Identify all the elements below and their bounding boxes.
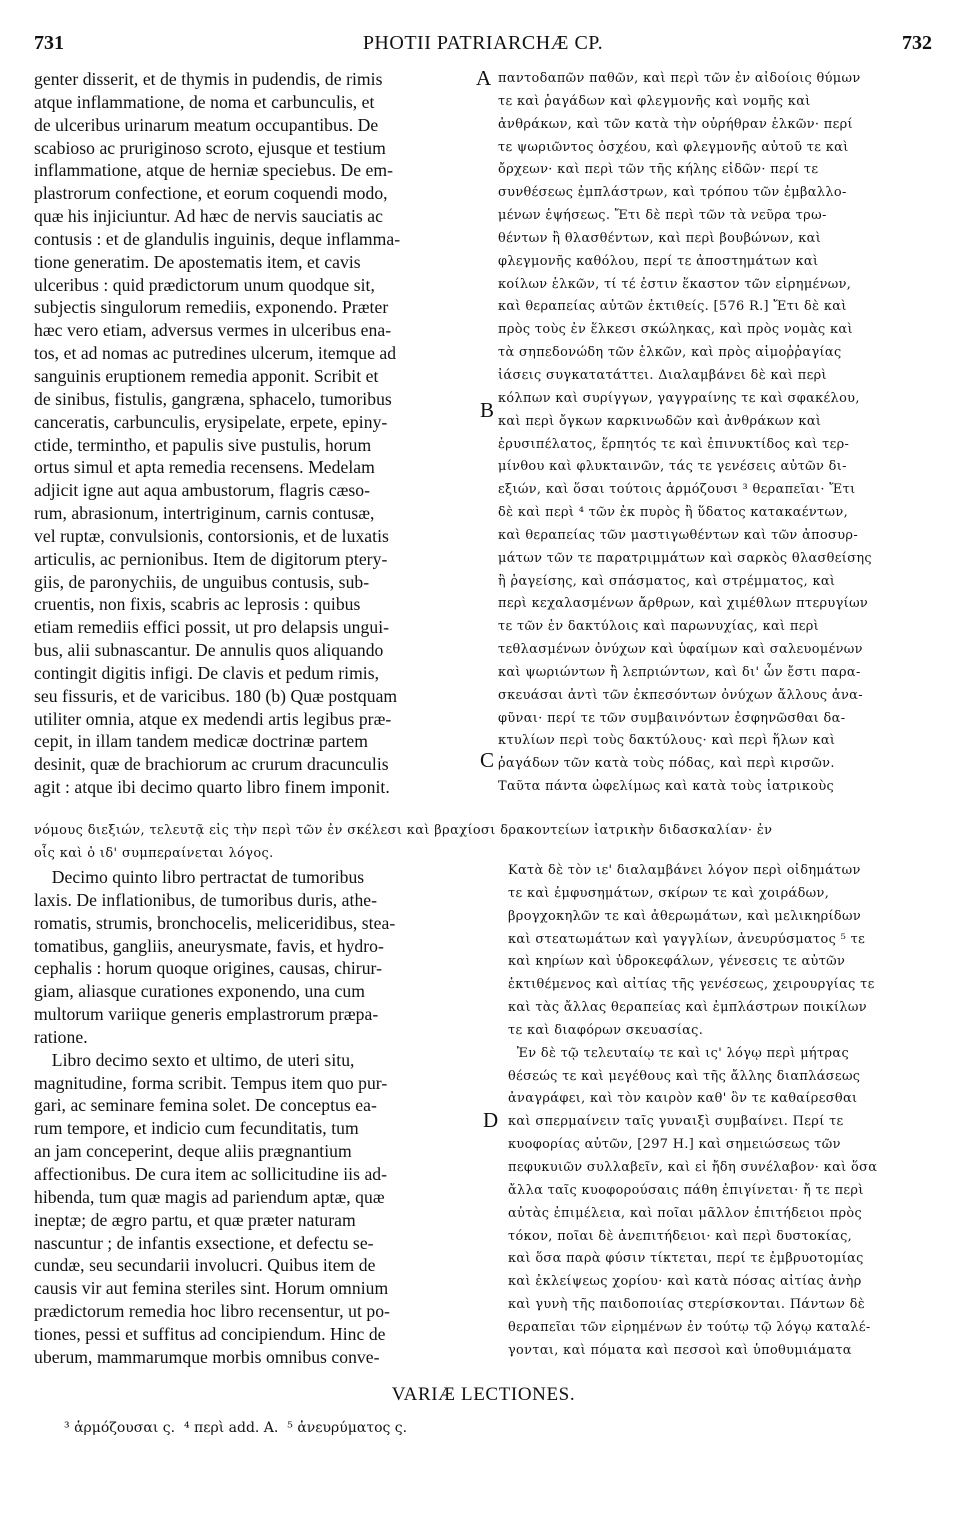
page-header xyxy=(34,32,932,56)
latin-column-lower: Decimo quinto libro pertractat de tumoribus laxis. De inflationibus, de tumoribus duris, athe- romatis, strumis, bronchocelis, meliceridibus, stea- tomatibus, gangliis, aneurysmate, favis, et hydro- cephalis : horum quoque origines, causas, chirur- giam, aliasque curationes exponendo, una cum multorum variique generis emplastrorum præpa- ratione. Libro decimo sexto et ultimo, de uteri situ, magnitudine, forma scribit. Tempus item quo pur- gari, ac seminare femina solet. De conceptus ea- rum tempore, et indicio cum fecunditatis, tum an jam conceperint, deque aliis prægnantium affectionibus. De cura item ac sollicitudine iis ad- hibenda, tum quæ magis ad pariendum aptæ, quæ ineptæ; de ægro partu, et quæ præter naturam nascuntur ; de infantis exsectione, et defectu se- cundæ, seu secundarii involucri. Quibus item de causis vir aut femina steriles sint. Horum omnium prædictorum remedia hoc libro recensentur, ut po- tiones, pessi et suffitus ad concipiendum. Hinc de uberum, mammarumque morbis omnibus conve- xyxy=(34,867,396,1367)
margin-marker-a: A xyxy=(476,66,492,90)
margin-marker-c: C xyxy=(480,748,495,772)
variae-lectiones-notes: ³ ἁρμόζουσαι ς. ⁴ περὶ add. A. ⁵ ἀνευρύματος ς. xyxy=(64,1420,408,1436)
latin-column-upper: genter disserit, et de thymis in pudendis, de rimis atque inflammatione, de noma et carbunculis, et de ulceribus urinarum meatum occupantibus. De scabioso ac pruriginoso scroto, ejusque et testium inflammatione, atque de herniæ speciebus. De em- plastrorum confectione, et eorum coquendi modo, quæ his injiciuntur. Ad hæc de nervis sauciatis ac contusis : et de glandulis inguinis, deque inflamma- tione generatim. De apostematis item, et cavis ulceribus : quid prædictorum unum quodque sit, subjectis singulorum remediis, exponendo. Præter hæc vero etiam, adversus vermes in ulceribus ena- tos, et ad nomas ac putredines ulcerum, itemque ad sanguinis eruptionem remedia apponit. Scribit et de sinibus, fistulis, gangræna, sphacelo, tumoribus canceratis, carbunculis, erysipelate, erpete, epiny- ctide, terminthо, et papulis sive pustulis, horum ortus simul et apta remedia recensens. Medelam adjicit igne aut aqua ambustorum, flagris cæso- rum, abrasionum, intertriginum, carnis contusæ, vel ruptæ, convulsionis, contorsionis, et de luxatis articulis, ac pernionibus. Item de digitorum ptery- giis, de paronychiis, de unguibus contusis, sub- cruentis, non fixis, scabris ac leprosis : quibus etiam remediis effici possit, ut pro delapsis ungui- bus, alii subnascantur. De annulis quos aliquando contingit digitis infigi. De clavis et pedum rimis, seu fissuris, et de varicibus. 180 (b) Quæ postquam utiliter omnia, atque ex medendi artis legibus præ- cepit, in illam tandem medicæ doctrinæ partem desinit, quæ de brachiorum ac crurum dracunculis agit : atque ibi decimo quarto libro finem imponit. xyxy=(34,69,401,798)
variae-lectiones-heading: VARIÆ LECTIONES. xyxy=(391,1384,576,1405)
page-number-left: 731 xyxy=(34,32,64,54)
page-number-right: 732 xyxy=(902,32,932,54)
margin-marker-b: B xyxy=(480,398,495,422)
greek-column-lower: Κατὰ δὲ τὸν ιε' διαλαμβάνει λόγον περὶ οἰδημάτων τε καὶ ἐμφυσημάτων, σκίρων τε καὶ χοιράδων, βρογχοκηλῶν τε καὶ ἀθερωμάτων, καὶ μελικηρίδων καὶ στεατωμάτων καὶ γαγγλίων, ἀνευρύσματος ⁵ τε καὶ κηρίων καὶ ὑδροκεφάλων, γένεσεις τε αὐτῶν ἐκτιθέμενος καὶ αἰτίας τῆς γενέσεως, χειρουργίας τε καὶ τὰς ἄλλας θεραπείας καὶ ἐμπλάστρων ποικίλων τε καὶ διαφόρων σκευασίας. Ἐν δὲ τῷ τελευταίῳ τε καὶ ις' λόγῳ περὶ μήτρας θέσεώς τε καὶ μεγέθους καὶ τῆς ἄλλης διαπλάσεως ἀναγράφει, καὶ τὸν καιρὸν καθ' ὃν τε καθαίρεσθαι καὶ σπερμαίνειν ταῖς γυναιξὶ συμβαίνει. Περί τε κυοφορίας αὐτῶν, [297 H.] καὶ σημειώσεως τῶν πεφυκυιῶν συλλαβεῖν, καὶ εἰ ἤδη συνέλαβον· καὶ ὅσα ἄλλα ταῖς κυοφορούσαις πάθη ἐπιγίνεται· ἤ τε περὶ αὐτὰς ἐπιμέλεια, καὶ ποῖαι μᾶλλον ἐπιτήδειοι πρὸς τόκον, ποῖαι δὲ ἀνεπιτήδειοι· καὶ περὶ δυστοκίας, καὶ ὅσα παρὰ φύσιν τίκτεται, περί τε ἐμβρυοτομίας καὶ ἐκλείψεως χορίου· καὶ κατὰ πόσας αἰτίας ἀνὴρ καὶ γυνὴ τῆς παιδοποιίας στερίσκονται. Πάντων δὲ θεραπεῖαι τῶν εἰρημένων ἐν τούτῳ τῷ λόγῳ καταλέ- γονται, καὶ πόματα καὶ πεσσοὶ καὶ ὑποθυμιάματα xyxy=(508,863,878,1358)
greek-full-width-lines: νόμους διεξιών, τελευτᾷ εἰς τὴν περὶ τῶν ἐν σκέλεσι καὶ βραχίοσι δρακοντείων ἰατρικὴν διδασκαλίαν· ἐν οἷς καὶ ὁ ιδ' συμπεραίνεται λόγος. xyxy=(34,823,773,861)
running-title: PHOTII PATRIARCHÆ CP. xyxy=(362,32,604,54)
margin-marker-d: D xyxy=(483,1108,499,1132)
greek-column-upper: παντοδαπῶν παθῶν, καὶ περὶ τῶν ἐν αἰδοίοις θύμων τε καὶ ῥαγάδων καὶ φλεγμονῆς καὶ νομῆς καὶ ἀνθράκων, καὶ τῶν κατὰ τὴν οὐρήθραν ἑλκῶν· περί τε ψωριῶντος ὀσχέου, καὶ φλεγμονῆς αὐτοῦ τε καὶ ὄρχεων· καὶ περὶ τῶν τῆς κήλης εἰδῶν· περί τε συνθέσεως ἐμπλάστρων, καὶ τρόπου τῶν ἐμβαλλο- μένων ἑψήσεως. Ἔτι δὲ περὶ τῶν τὰ νεῦρα τρω- θέντων ἢ θλασθέντων, καὶ περὶ βουβώνων, καὶ φλεγμονῆς καθόλου, περί τε ἀποστημάτων καὶ κοίλων ἑλκῶν, τί τέ ἐστιν ἕκαστον τῶν εἰρημένων, καὶ θεραπείας αὐτῶν ἐκτιθείς. [576 R.] Ἔτι δὲ καὶ πρὸς τοὺς ἐν ἕλκεσι σκώληκας, καὶ πρὸς νομὰς καὶ τὰ σηπεδονώδη τῶν ἑλκῶν, καὶ πρὸς αἱμοῤῥαγίας ἰάσεις συγκατατάττει. Διαλαμβάνει δὲ καὶ περὶ κόλπων καὶ συρίγγων, γαγγραίνης τε καὶ σφακέλου, καὶ περὶ ὄγκων καρκινωδῶν καὶ ἀνθράκων καὶ ἐρυσιπέλατος, ἕρπητός τε καὶ ἐπινυκτίδος καὶ τερ- μίνθου καὶ φλυκταινῶν, τάς τε γενέσεις αὐτῶν δι- εξιών, καὶ ὅσαι τούτοις ἁρμόζουσι ³ θεραπεῖαι· Ἔτι δὲ καὶ περὶ ⁴ τῶν ἐκ πυρὸς ἢ ὕδατος κατακαέντων, καὶ θεραπείας τῶν μαστιγωθέντων καὶ τῶν ἀποσυρ- μάτων τῶν τε παρατριμμάτων καὶ σαρκὸς θλασθείσης ἢ ῥαγείσης, καὶ σπάσματος, καὶ στρέμματος, καὶ περὶ κεχαλασμένων ἄρθρων, καὶ χιμέθλων πτερυγίων τε τῶν ἐν δακτύλοις καὶ παρωνυχίας, καὶ περὶ τεθλασμένων ὀνύχων καὶ ὑφαίμων καὶ σαλευομένων καὶ ψωριώντων ἢ λεπριώντων, καὶ δι' ὧν ἔστι παρα- σκευάσαι ἀντὶ τῶν ἐκπεσόντων ὀνύχων ἄλλους ἀνα- φῦναι· περί τε τῶν συμβαινόντων ἐσφηνῶσθαι δα- κτυλίων περὶ τοὺς δακτύλους· καὶ περὶ ἥλων καὶ ῥαγάδων τῶν κατὰ τοὺς πόδας, καὶ περὶ κιρσῶν. Ταῦτα πάντα ὠφελίμως καὶ κατὰ τοὺς ἰατρικοὺς xyxy=(498,71,873,795)
